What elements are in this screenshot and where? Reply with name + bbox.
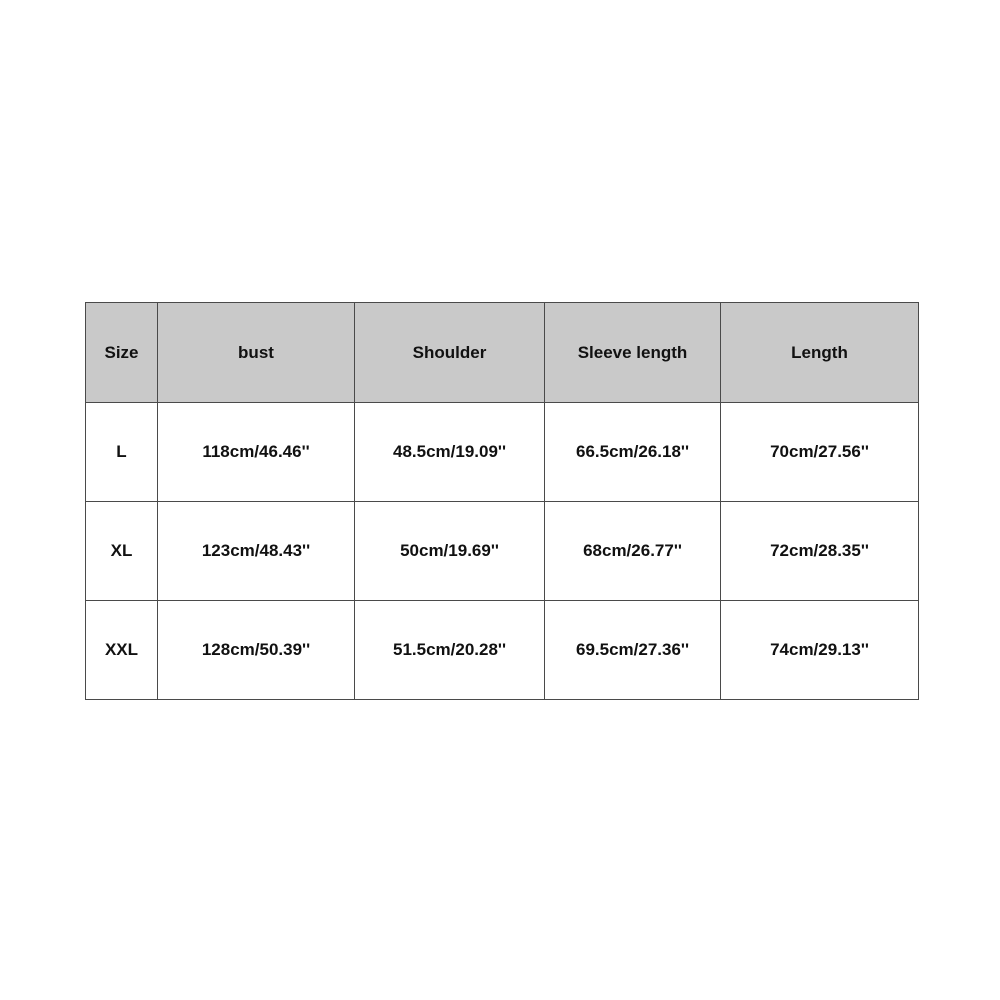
header-cell-bust: bust [158,303,355,403]
sleeve-length-cell: 68cm/26.77'' [545,502,721,601]
size-cell: L [86,403,158,502]
size-chart-table [85,302,919,700]
header-cell-shoulder: Shoulder [355,303,545,403]
shoulder-cell: 50cm/19.69'' [355,502,545,601]
length-cell: 74cm/29.13'' [721,601,919,700]
sleeve-length-cell: 66.5cm/26.18'' [545,403,721,502]
length-cell: 70cm/27.56'' [721,403,919,502]
header-cell-length: Length [721,303,919,403]
bust-cell: 128cm/50.39'' [158,601,355,700]
size-cell: XXL [86,601,158,700]
shoulder-cell: 51.5cm/20.28'' [355,601,545,700]
table-row [86,601,919,700]
table-row [86,403,919,502]
bust-cell: 118cm/46.46'' [158,403,355,502]
bust-cell: 123cm/48.43'' [158,502,355,601]
header-cell-size: Size [86,303,158,403]
header-row [86,303,919,403]
length-cell: 72cm/28.35'' [721,502,919,601]
shoulder-cell: 48.5cm/19.09'' [355,403,545,502]
size-cell: XL [86,502,158,601]
header-cell-sleeve-length: Sleeve length [545,303,721,403]
sleeve-length-cell: 69.5cm/27.36'' [545,601,721,700]
table-row [86,502,919,601]
